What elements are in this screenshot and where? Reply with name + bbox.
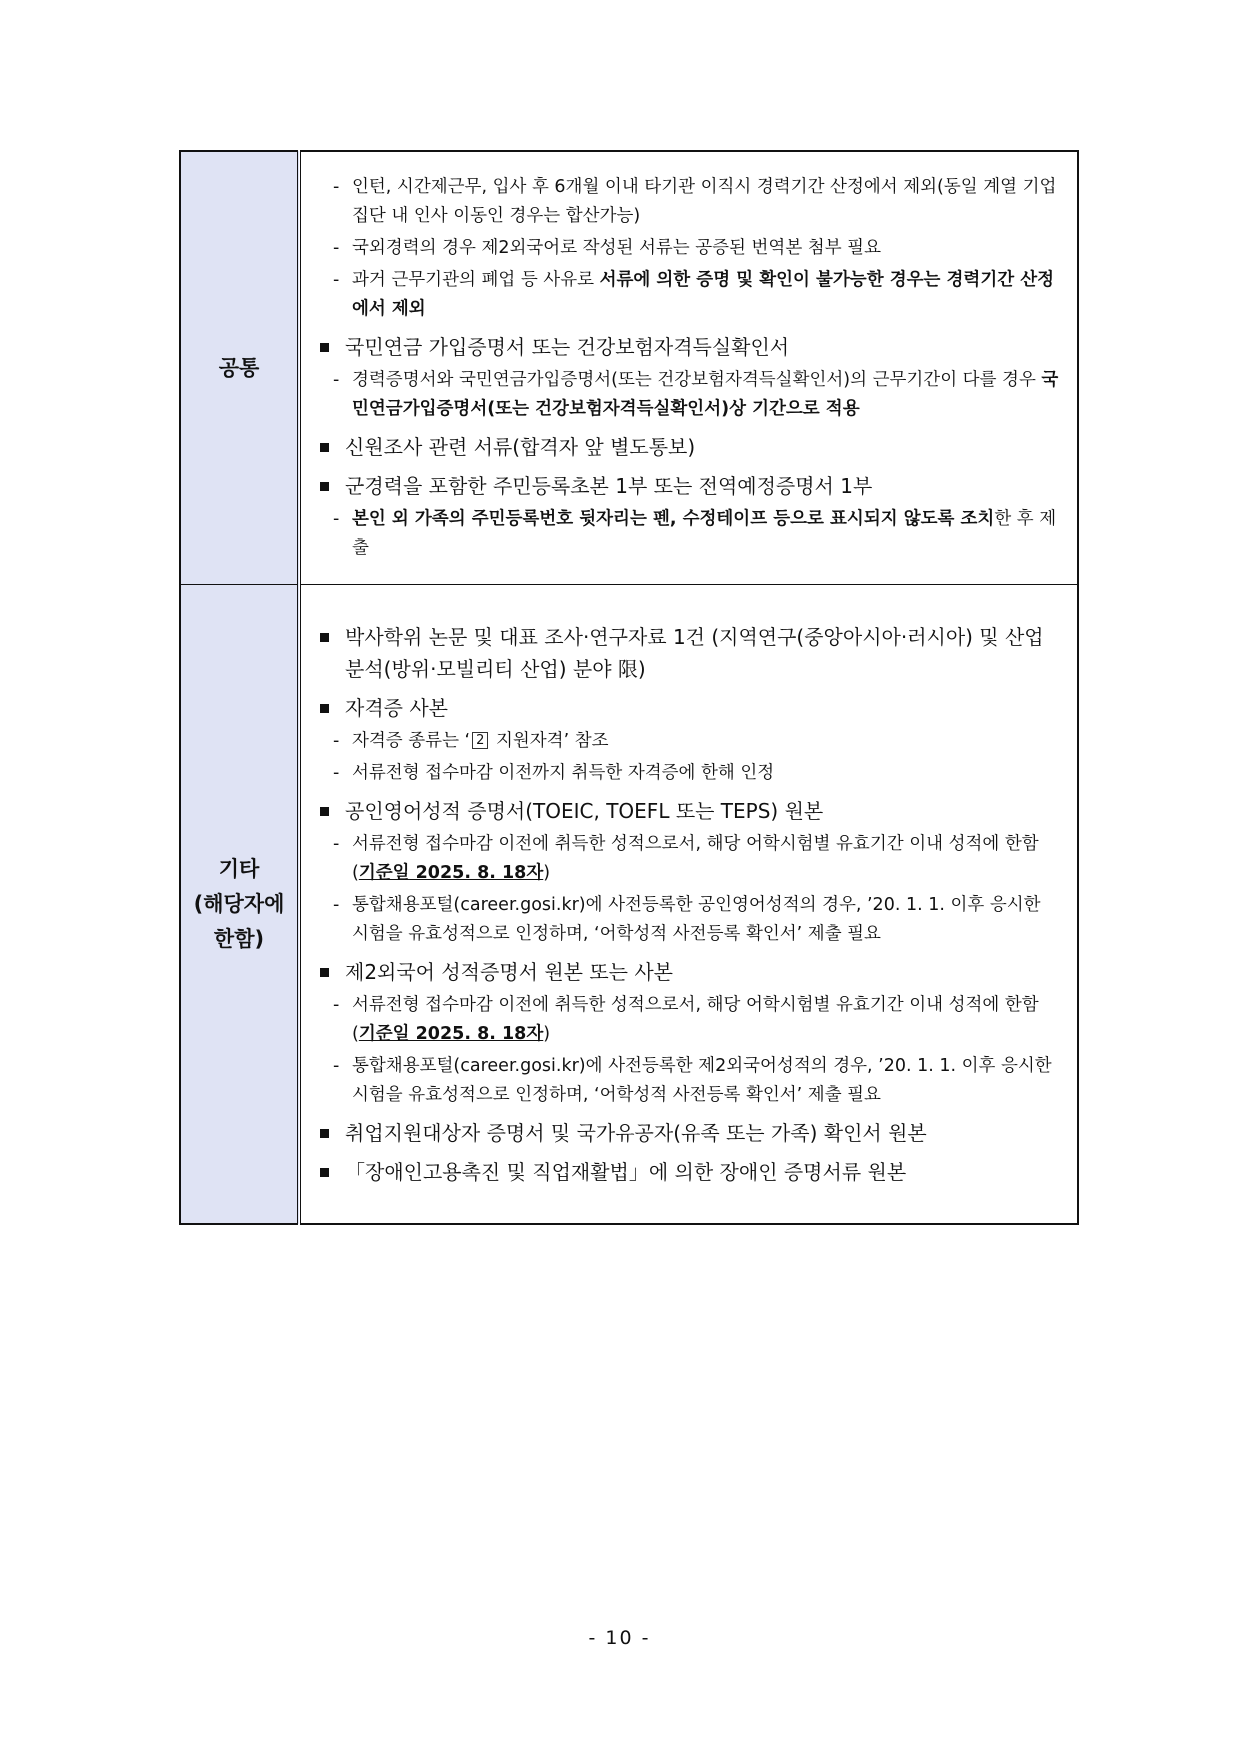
- list-item: - 인턴, 시간제근무, 입사 후 6개월 이내 타기관 이직시 경력기간 산정에서 제외(동일 계열 기업집단 내 인사 이동인 경우는 합산가능): [317, 173, 1061, 231]
- list-item: - 과거 근무기관의 폐업 등 사유로 서류에 의한 증명 및 확인이 불가능한 경우는 경력기간 산정에서 제외: [317, 266, 1061, 324]
- list-item: - 통합채용포털(career.gosi.kr)에 사전등록한 제2외국어성적의 경우, ’20. 1. 1. 이후 응시한 시험을 유효성적으로 인정하며, ‘어학성적 사전등록 확인서’ 제출 필요: [317, 1052, 1061, 1110]
- row-content-common: [299, 151, 1078, 585]
- list-item: 「장애인고용촉진 및 직업재활법」에 의한 장애인 증명서류 원본: [317, 1156, 1061, 1188]
- list-item: - 서류전형 접수마감 이전에 취득한 성적으로서, 해당 어학시험별 유효기간 이내 성적에 한함 (기준일 2025. 8. 18자): [317, 991, 1061, 1049]
- list-item: - 본인 외 가족의 주민등록번호 뒷자리는 펜, 수정테이프 등으로 표시되지 않도록 조치한 후 제출: [317, 505, 1061, 563]
- list-item: - 통합채용포털(career.gosi.kr)에 사전등록한 공인영어성적의 경우, ’20. 1. 1. 이후 응시한 시험을 유효성적으로 인정하며, ‘어학성적 사전등록 확인서’ 제출 필요: [317, 891, 1061, 949]
- row-label-text: (해당자에: [193, 891, 285, 916]
- row-label-text: 공통: [218, 355, 260, 380]
- row-label-text: 기타: [218, 856, 260, 881]
- row-content-other: [299, 585, 1078, 1225]
- boxed-number: 2: [472, 732, 488, 749]
- document-table: [179, 150, 1079, 1225]
- list-item: 신원조사 관련 서류(합격자 앞 별도통보): [317, 431, 1061, 463]
- list-item: - 국외경력의 경우 제2외국어로 작성된 서류는 공증된 번역본 첨부 필요: [317, 234, 1061, 263]
- list-item: - 서류전형 접수마감 이전까지 취득한 자격증에 한해 인정: [317, 759, 1061, 788]
- list-item: 군경력을 포함한 주민등록초본 1부 또는 전역예정증명서 1부: [317, 470, 1061, 502]
- list-item: 공인영어성적 증명서(TOEIC, TOEFL 또는 TEPS) 원본: [317, 795, 1061, 827]
- row-label-common: [180, 151, 299, 585]
- list-item: - 서류전형 접수마감 이전에 취득한 성적으로서, 해당 어학시험별 유효기간 이내 성적에 한함 (기준일 2025. 8. 18자): [317, 830, 1061, 888]
- list-item: 국민연금 가입증명서 또는 건강보험자격득실확인서: [317, 331, 1061, 363]
- table-row-common: [180, 151, 1078, 585]
- list-item: - 경력증명서와 국민연금가입증명서(또는 건강보험자격득실확인서)의 근무기간이 다를 경우 국민연금가입증명서(또는 건강보험자격득실확인서)상 기간으로 적용: [317, 366, 1061, 424]
- list-item: 자격증 사본: [317, 692, 1061, 724]
- table-row-other: [180, 585, 1078, 1225]
- list-item: - 자격증 종류는 ‘ 2 지원자격’ 참조: [317, 727, 1061, 756]
- page-number: - 10 -: [588, 1627, 651, 1649]
- list-item: 제2외국어 성적증명서 원본 또는 사본: [317, 956, 1061, 988]
- row-label-text: 한함): [213, 926, 265, 951]
- row-label-other: [180, 585, 299, 1225]
- list-item: 박사학위 논문 및 대표 조사·연구자료 1건 (지역연구(중앙아시아·러시아) 및 산업분석(방위·모빌리티 산업) 분야 限): [317, 621, 1061, 685]
- list-item: 취업지원대상자 증명서 및 국가유공자(유족 또는 가족) 확인서 원본: [317, 1117, 1061, 1149]
